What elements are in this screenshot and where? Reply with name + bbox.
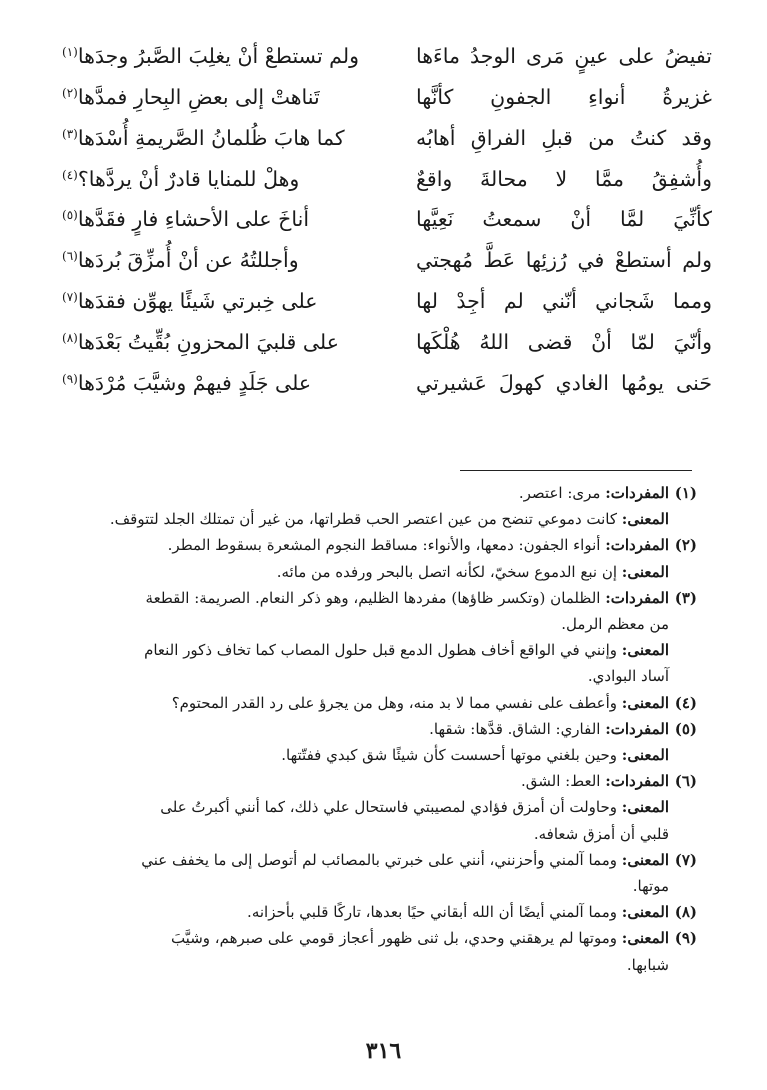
verse-second-hemistich bbox=[62, 46, 374, 67]
footnote-number: (٩) bbox=[674, 929, 697, 948]
footnote-text: وحاولت أن أمزق فؤادي لمصيبتي فاستحال علي ذلك، كما أنني أكبرتُ على bbox=[160, 798, 622, 817]
verse bbox=[62, 36, 712, 77]
footnote-ref: (٦) bbox=[62, 249, 78, 264]
footnote-number: (٧) bbox=[674, 850, 697, 869]
footnote-text: ومما آلمني وأحزنني، أنني على خبرتي بالمصائب لم أتوصل إلى ما يخفف عني bbox=[141, 850, 622, 869]
footnote-number: (٨) bbox=[674, 903, 697, 922]
verse-second-hemistich bbox=[62, 329, 374, 354]
footnote-text: أنواء الجفون: دمعها، والأنواء: مساقط النجوم المشعرة بسقوط المطر. bbox=[167, 536, 606, 555]
poem-block bbox=[62, 36, 712, 403]
footnote-line bbox=[72, 768, 697, 794]
footnote-number: (٣) bbox=[674, 588, 697, 607]
verse-second-text: وهلْ للمنايا قادرٌ أنْ يردَّها؟ bbox=[77, 166, 300, 191]
footnote-text: العط: الشق. bbox=[521, 772, 606, 791]
footnote-line bbox=[72, 532, 697, 558]
verse-first-hemistich: وقد كنتُ من قبلِ الفراقِ أهابُه bbox=[416, 125, 712, 150]
footnote-text: آساد البوادي. bbox=[587, 667, 669, 686]
footnote-number: (٢) bbox=[674, 536, 697, 555]
footnote-ref: (٤) bbox=[62, 167, 78, 182]
footnote-ref: (٢) bbox=[62, 85, 78, 100]
verse-first-hemistich: ومما شَجاني أنّني لم أجِدْ لها bbox=[416, 288, 712, 313]
verse-second-text: كما هابَ ظُلمانُ الصَّريمةِ أُسْدَها bbox=[77, 125, 345, 150]
footnote-label: المعنى: bbox=[621, 693, 669, 712]
footnote-line bbox=[72, 873, 697, 899]
footnote-label: المعنى: bbox=[621, 641, 669, 660]
verse bbox=[62, 281, 712, 322]
footnote-text: وحين بلغني موتها أحسست كأن شيئًا شق كبدي ففتّتها. bbox=[281, 746, 622, 765]
footnote-line bbox=[72, 925, 697, 951]
verse-first-hemistich: وأُشفِقُ ممَّا لا محالةَ واقعٌ bbox=[416, 166, 712, 191]
footnote-text: الفاري: الشاق. قدَّها: شقها. bbox=[429, 719, 606, 738]
footnote-ref: (٧) bbox=[62, 289, 78, 304]
verse-first-hemistich: ولم أستطعْ في رُزئِها عَطَّ مُهجتي bbox=[416, 248, 712, 273]
verse-second-text: على خِبرتي شَيئًا يهوِّن فقدَها bbox=[77, 288, 318, 313]
verse-first-hemistich: تفيضُ على عينٍ مَرى الوجدُ ماءَها bbox=[416, 44, 712, 69]
footnote-text: كانت دموعي تنضح من عين اعتصر الحب قطراتها، من غير أن تمتلك الجلد لتتوقف. bbox=[109, 510, 622, 529]
verse-second-hemistich bbox=[62, 288, 374, 313]
footnote-number: (٤) bbox=[674, 693, 697, 712]
footnote-line bbox=[72, 585, 697, 611]
footnote-label: المفردات: bbox=[605, 484, 669, 502]
verse bbox=[62, 322, 712, 363]
page-number: ٣١٦ bbox=[365, 1038, 402, 1064]
footnote-text: وأعطف على نفسي مما لا بد منه، وهل من يجرؤ على رد القدر المحتوم؟ bbox=[171, 693, 622, 712]
footnote-text: شبابها. bbox=[626, 955, 669, 974]
footnote-number: (١) bbox=[674, 484, 697, 502]
footnote-label: المعنى: bbox=[621, 562, 669, 581]
footnote-label: المعنى: bbox=[621, 798, 669, 817]
footnote-label: المعنى: bbox=[621, 746, 669, 765]
footnotes bbox=[72, 480, 697, 978]
verse-second-text: ولم تستطعْ أنْ يغلِبَ الصَّبرُ وجدَها bbox=[77, 44, 359, 69]
footnote-label: المعنى: bbox=[621, 850, 669, 869]
verse-second-hemistich bbox=[62, 250, 374, 271]
footnote-line bbox=[72, 637, 697, 663]
verse bbox=[62, 158, 712, 199]
footnote-line bbox=[72, 847, 697, 873]
footnote-ref: (٥) bbox=[62, 208, 78, 223]
verse-second-text: أناخَ على الأحشاءِ فارٍ فقَدَّها bbox=[77, 207, 310, 232]
verse-second-hemistich bbox=[62, 84, 374, 109]
footnote-line bbox=[72, 663, 697, 689]
footnote-label: المفردات: bbox=[605, 719, 669, 738]
footnote-number: (٦) bbox=[674, 772, 697, 791]
verse bbox=[62, 199, 712, 240]
footnote-number: (٥) bbox=[674, 719, 697, 738]
footnote-ref: (١) bbox=[62, 45, 78, 60]
footnote-text: وإنني في الواقع أخاف هطول الدمع قبل حلول المصاب كما تخاف ذكور النعام bbox=[144, 641, 622, 660]
footnote-ref: (٨) bbox=[62, 330, 78, 345]
verse-second-hemistich bbox=[62, 370, 374, 395]
verse-second-text: تَناهتْ إلى بعضِ البِحارِ فمدَّها bbox=[77, 84, 320, 109]
footnote-label: المعنى: bbox=[621, 510, 669, 529]
footnote-text: قلبي أن أمزق شعافه. bbox=[533, 824, 669, 843]
verse-second-text: على قلبيَ المحزونِ بُقِّيتُ بَعْدَها bbox=[77, 329, 339, 354]
footnote-line bbox=[72, 742, 697, 768]
verse-first-hemistich: وأنّيَ لمّا أنْ قضى اللهُ هُلْكَها bbox=[416, 329, 712, 354]
verse-second-text: وأجللتُهُ عن أنْ أُمزِّقَ بُردَها bbox=[77, 248, 299, 273]
footnote-ref: (٣) bbox=[62, 126, 78, 141]
footnote-line bbox=[72, 506, 697, 532]
footnote-line bbox=[72, 952, 697, 978]
footnote-text: من معظم الرمل. bbox=[561, 615, 669, 634]
footnote-label: المفردات: bbox=[605, 588, 669, 607]
footnote-separator bbox=[460, 470, 692, 471]
footnote-label: المعنى: bbox=[621, 903, 669, 922]
verse-second-text: على جَلَدٍ فيهمْ وشيَّبَ مُرْدَها bbox=[77, 370, 312, 395]
footnote-text: موتها. bbox=[632, 877, 669, 896]
footnote-line bbox=[72, 716, 697, 742]
verse-first-hemistich: كأنِّيَ لمَّا أنْ سمعتُ نَعِيَّها bbox=[416, 207, 712, 232]
footnote-line bbox=[72, 559, 697, 585]
verse-second-hemistich bbox=[62, 166, 374, 191]
verse bbox=[62, 240, 712, 281]
footnote-text: مرى: اعتصر. bbox=[518, 484, 606, 502]
verse-first-hemistich: حَنى يومُها الغادي كهولَ عَشيرتي bbox=[416, 370, 712, 395]
footnote-label: المفردات: bbox=[605, 772, 669, 791]
footnote-line bbox=[72, 611, 697, 637]
footnote-text: وموتها لم يرهقني وحدي، بل ثنى ظهور أعجاز قومي على صبرهم، وشيَّبَ bbox=[170, 929, 622, 948]
verse bbox=[62, 77, 712, 118]
footnote-label: المفردات: bbox=[605, 536, 669, 555]
footnote-label: المعنى: bbox=[621, 929, 669, 948]
footnote-line bbox=[72, 794, 697, 820]
footnote-text: إن نبع الدموع سخيّ، لكأنه اتصل بالبحر ورفده من مائه. bbox=[276, 562, 622, 581]
verse bbox=[62, 362, 712, 403]
verse bbox=[62, 118, 712, 159]
footnote-line bbox=[72, 480, 697, 506]
footnote-text: ومما آلمني أيضًا أن الله أبقاني حيًا بعدها، تاركًا قلبي بأحزانه. bbox=[247, 903, 622, 922]
footnote-line bbox=[72, 690, 697, 716]
footnote-ref: (٩) bbox=[62, 371, 78, 386]
footnote-line bbox=[72, 821, 697, 847]
footnote-line bbox=[72, 899, 697, 925]
footnote-text: الظلمان (وتكسر ظاؤها) مفردها الظليم، وهو ذكر النعام. الصريمة: القطعة bbox=[145, 588, 606, 607]
verse-second-hemistich bbox=[62, 209, 374, 230]
verse-second-hemistich bbox=[62, 125, 374, 150]
verse-first-hemistich: غزيرةُ أنواءِ الجفونِ كأنَّها bbox=[416, 84, 712, 109]
